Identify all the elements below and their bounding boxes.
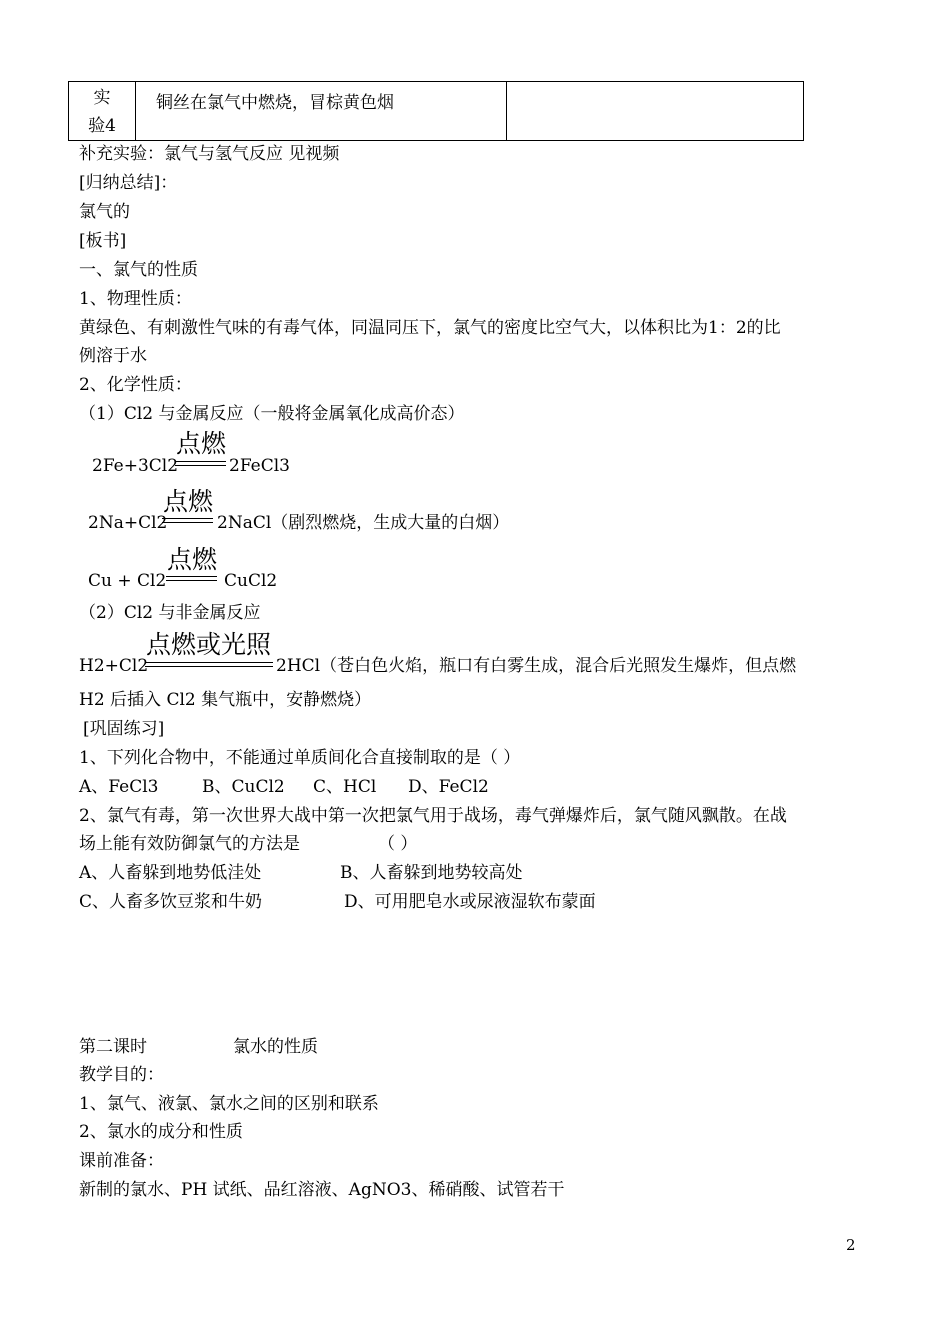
table-row — [69, 82, 804, 141]
equation-h2-note: （苍白色火焰，瓶口有白雾生成，混合后光照发生爆炸，但点燃 — [320, 656, 797, 676]
equation-na-condition: 点燃 — [163, 487, 214, 516]
equation-h2-condition: 点燃或光照 — [146, 630, 272, 659]
summary-heading: [归纳总结]： — [79, 173, 178, 193]
summary-text: 氯气的 — [79, 202, 130, 222]
question-2-blank: （ ） — [378, 834, 418, 854]
equation-fe-condition: 点燃 — [176, 429, 227, 458]
physical-text-1: 黄绿色、有刺激性气味的有毒气体，同温同压下，氯气的密度比空气大，以体积比为1：2的比 — [79, 318, 781, 338]
equation-cu-right: CuCl2 — [224, 571, 278, 591]
equation-na-note: （剧烈燃烧，生成大量的白烟） — [271, 513, 510, 533]
nonmetal-reaction-title: （2）Cl2 与非金属反应 — [79, 603, 261, 623]
experiment-note-cell — [507, 82, 804, 141]
physical-title: 1、物理性质： — [79, 289, 192, 309]
equals-sign-icon — [175, 461, 226, 466]
question-1-option-a: A、FeCl3 — [79, 777, 159, 797]
equals-sign-icon — [162, 518, 213, 523]
equals-sign-icon — [166, 576, 217, 581]
page-number: 2 — [846, 1236, 856, 1254]
question-2-option-a: A、人畜躲到地势低洼处 — [79, 863, 262, 883]
chemical-title: 2、化学性质： — [79, 375, 192, 395]
goals-heading: 教学目的： — [79, 1065, 164, 1085]
equation-fe-right: 2FeCl3 — [229, 456, 291, 476]
equation-fe-left: 2Fe+3Cl2 — [92, 456, 179, 476]
equation-h2-right: 2HCl（苍白色火焰，瓶口有白雾生成，混合后光照发生爆炸，但点燃 — [276, 656, 797, 676]
experiment-desc-cell: 铜丝在氯气中燃烧，冒棕黄色烟 — [136, 82, 507, 141]
lesson-label: 第二课时 — [79, 1037, 147, 1057]
question-2-option-b: B、人畜躲到地势较高处 — [340, 863, 523, 883]
question-1-option-b: B、CuCl2 — [202, 777, 285, 797]
experiment-label-line2: 验4 — [88, 116, 116, 136]
question-2-text-1: 2、氯气有毒，第一次世界大战中第一次把氯气用于战场，毒气弹爆炸后，氯气随风飘散。在战 — [79, 806, 787, 826]
equation-na-right: 2NaCl（剧烈燃烧，生成大量的白烟） — [217, 513, 510, 533]
lesson-title: 氯水的性质 — [233, 1037, 318, 1057]
equation-na-left: 2Na+Cl2 — [88, 513, 168, 533]
section-title: 一、氯气的性质 — [79, 260, 198, 280]
board-heading: [板书] — [79, 231, 127, 251]
experiment-label-line1: 实 — [93, 88, 111, 108]
question-2-option-d: D、可用肥皂水或尿液湿软布蒙面 — [344, 892, 596, 912]
metal-reaction-title: （1）Cl2 与金属反应（一般将金属氧化成高价态） — [79, 404, 465, 424]
question-1-option-c: C、HCl — [313, 777, 377, 797]
physical-text-2: 例溶于水 — [79, 346, 147, 366]
equation-h2-left: H2+Cl2 — [79, 656, 149, 676]
goal-1: 1、氯气、液氯、氯水之间的区别和联系 — [79, 1094, 379, 1114]
supplement-text: 补充实验：氯气与氢气反应 见视频 — [79, 144, 340, 164]
question-1-text: 1、下列化合物中，不能通过单质间化合直接制取的是（ ） — [79, 748, 521, 768]
goal-2: 2、氯水的成分和性质 — [79, 1122, 243, 1142]
equation-cu-left: Cu + Cl2 — [88, 571, 167, 591]
equation-h2-note-2: H2 后插入 Cl2 集气瓶中，安静燃烧） — [79, 690, 372, 710]
prep-text: 新制的氯水、PH 试纸、品红溶液、AgNO3、稀硝酸、试管若干 — [79, 1180, 565, 1200]
equation-cu-condition: 点燃 — [167, 545, 218, 574]
experiment-label-cell — [69, 82, 136, 141]
question-1-option-d: D、FeCl2 — [408, 777, 489, 797]
question-2-option-c: C、人畜多饮豆浆和牛奶 — [79, 892, 263, 912]
practice-heading: [巩固练习] — [83, 719, 165, 739]
experiment-table — [68, 81, 804, 141]
equals-sign-icon — [145, 662, 273, 667]
prep-heading: 课前准备： — [79, 1151, 164, 1171]
question-2-text-2: 场上能有效防御氯气的方法是 — [79, 834, 300, 854]
